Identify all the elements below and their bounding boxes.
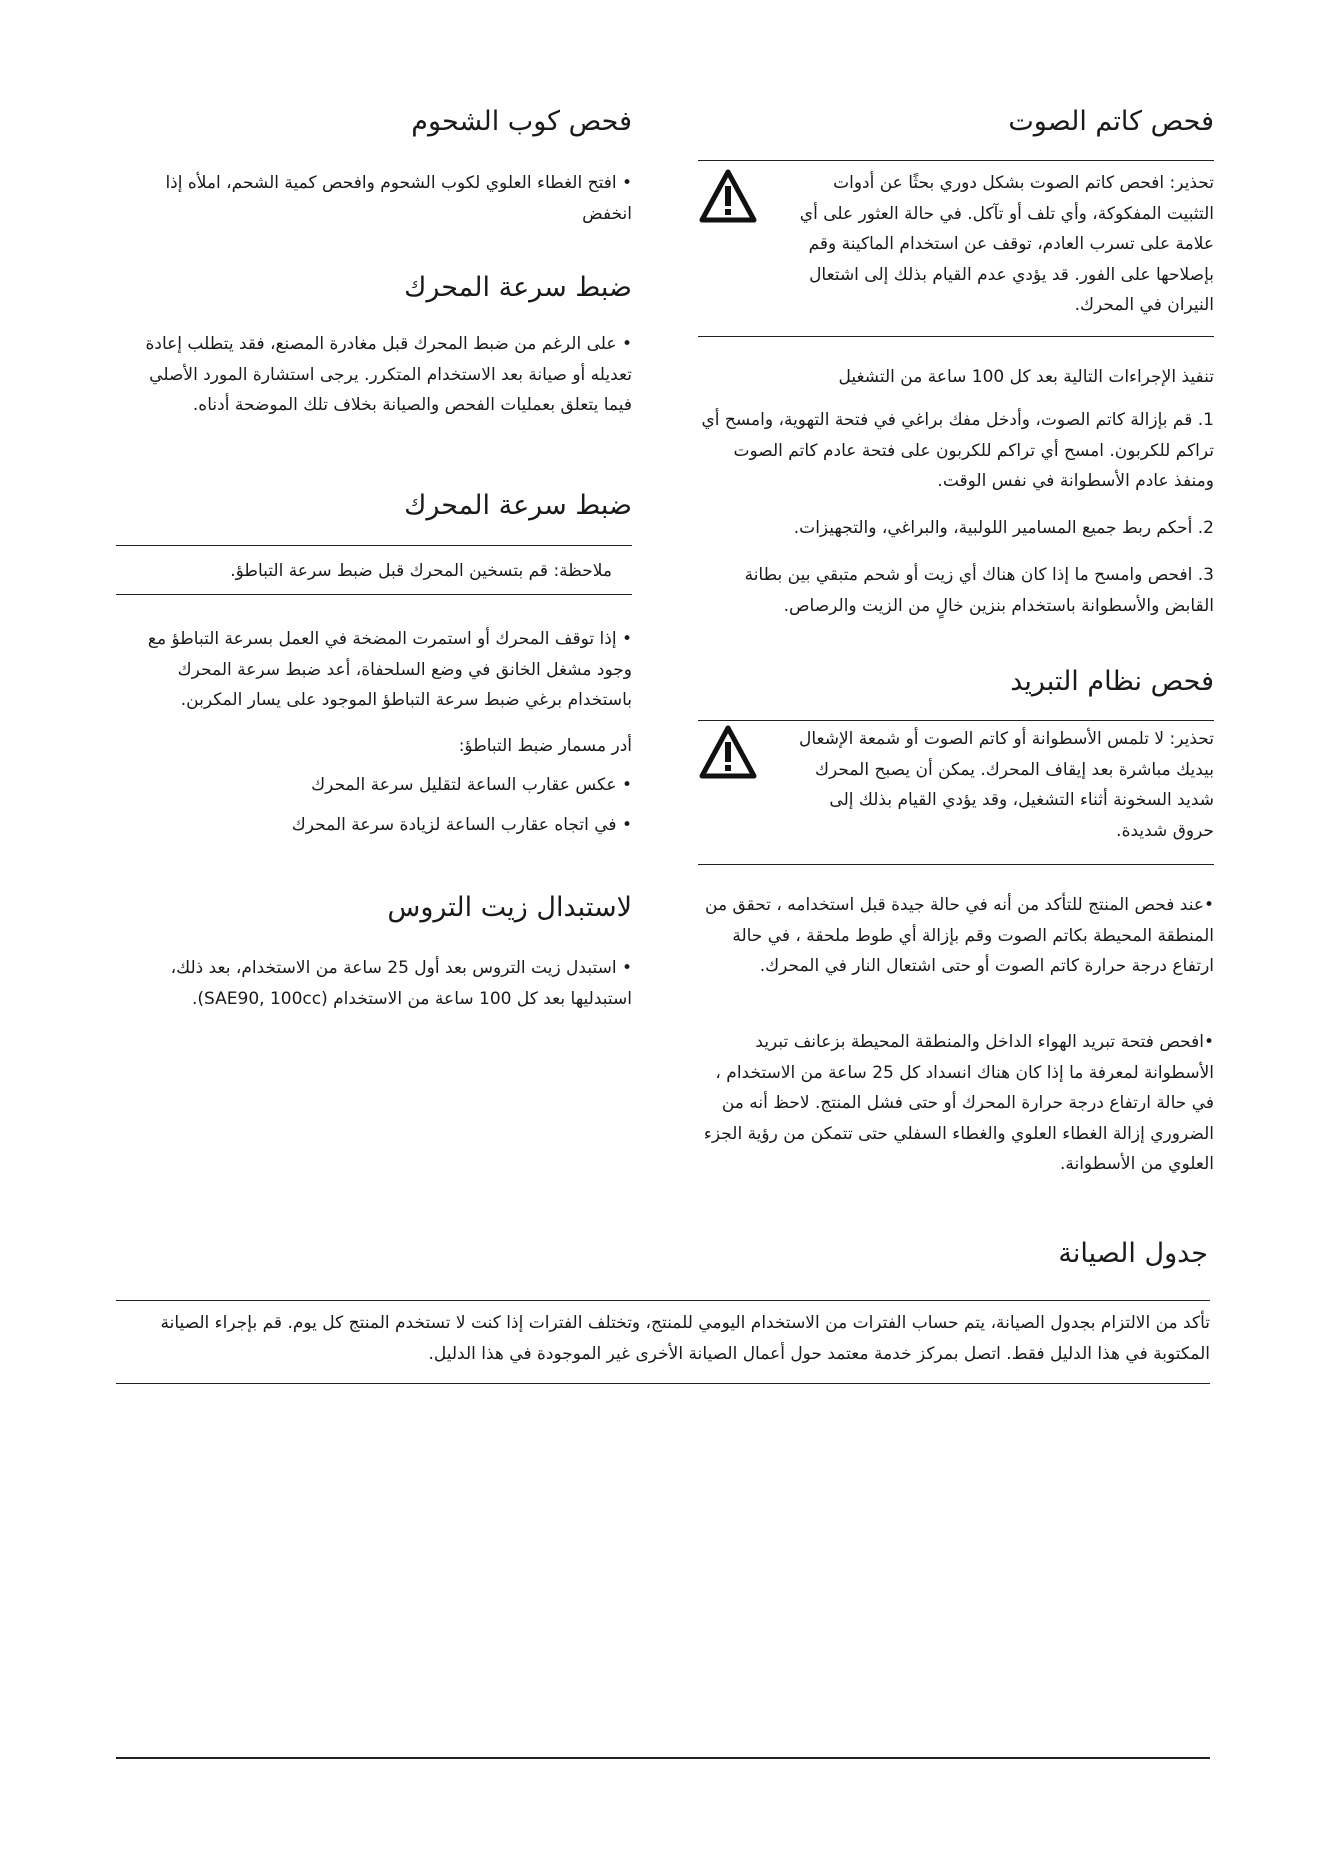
warning-text-cooling: تحذير: لا تلمس الأسطوانة أو كاتم الصوت أو شمعة الإشعال بيديك مباشرة بعد إيقاف المحرك. يمكن أن يصبح المحرك شديد السخونة أثناء التشغيل، وقد يؤدي القيام بذلك إلى حروق شديدة. (798, 729, 1214, 841)
section-title-speed-2: ضبط سرعة المحرك (404, 490, 632, 521)
speed2-note: ملاحظة: قم بتسخين المحرك قبل ضبط سرعة التباطؤ. (230, 561, 612, 581)
divider (116, 594, 632, 595)
left-column (116, 0, 632, 1100)
speed2-adjust-label: أدر مسمار ضبط التباطؤ: (458, 736, 632, 756)
cooling-bullet-1: •عند فحص المنتج للتأكد من أنه في حالة جيدة قبل استخدامه ، تحقق من المنطقة المحيطة بكاتم الصوت وقم بإزالة أي طوط ملحقة ، في حالة ارتفاع درجة حرارة كاتم الصوت أو حتى اشتعال النار في المحرك. (705, 895, 1214, 976)
divider (116, 545, 632, 546)
speed1-bullet: • على الرغم من ضبط المحرك قبل مغادرة المصنع، فقد يتطلب إعادة تعديله أو صيانة بعد الاستخدام المتكرر. يرجى استشارة المورد الأصلي فيما يتعلق بعمليات الفحص والصيانة بخلاف تلك الموضحة أدناه. (145, 334, 632, 415)
speed2-bullet: • إذا توقف المحرك أو استمرت المضخة في العمل بسرعة التباطؤ مع وجود مشغل الخانق في وضع السلحفاة، أعد ضبط سرعة المحرك باستخدام برغي ضبط سرعة التباطؤ الموجود على يسار المكربن. (147, 629, 632, 710)
section-title-grease: فحص كوب الشحوم (411, 106, 632, 137)
gear-oil-bullet: • استبدل زيت التروس بعد أول 25 ساعة من الاستخدام، بعد ذلك، استبدليها بعد كل 100 ساعة من الاستخدام (SAE90, 100cc). (170, 958, 632, 1009)
warning-box-exhaust (698, 160, 1214, 336)
exhaust-intro: تنفيذ الإجراءات التالية بعد كل 100 ساعة من التشغيل (838, 367, 1214, 387)
maintenance-table-text: تأكد من الالتزام بجدول الصيانة، يتم حساب الفترات من الاستخدام اليومي للمنتج، وتختلف الفترات إذا كنت لا تستخدم المنتج كل يوم. قم بإجراء الصيانة المكتوبة في هذا الدليل فقط. اتصل بمركز خدمة معتمد حول أعمال الصيانة الأخرى غير الموجودة في هذا الدليل. (160, 1313, 1210, 1364)
section-title-gear-oil: لاستبدال زيت التروس (387, 892, 632, 923)
grease-bullet: • افتح الغطاء العلوي لكوب الشحوم وافحص كمية الشحم، املأه إذا انخفض (165, 173, 632, 224)
divider (698, 864, 1214, 865)
cooling-bullet-2: •افحص فتحة تبريد الهواء الداخل والمنطقة المحيطة بزعانف تبريد الأسطوانة لمعرفة ما إذا كان هناك انسداد كل 25 ساعة من الاستخدام ، في حالة ارتفاع درجة حرارة المحرك أو حتى فشل المنتج. لاحظ أنه من الضروري إزالة الغطاء العلوي والغطاء السفلي حتى تتمكن من رؤية الجزء العلوي من الأسطوانة. (703, 1032, 1214, 1174)
section-title-exhaust: فحص كاتم الصوت (1008, 106, 1214, 137)
divider (116, 1383, 1210, 1384)
section-title-speed-1: ضبط سرعة المحرك (404, 272, 632, 303)
divider (116, 1300, 1210, 1301)
divider (698, 336, 1214, 337)
warning-triangle-icon (698, 724, 758, 780)
section-title-cooling: فحص نظام التبريد (1010, 666, 1214, 697)
warning-triangle-icon (698, 168, 758, 224)
warning-box-cooling (698, 720, 1214, 864)
footer-rule (116, 1757, 1210, 1759)
exhaust-step-3: 3. افحص وامسح ما إذا كان هناك أي زيت أو شحم متبقي بين بطانة القابض والأسطوانة باستخدام بنزين خالٍ من الزيت والرصاص. (744, 565, 1214, 616)
exhaust-step-2: 2. أحكم ربط جميع المسامير اللولبية، والبراغي، والتجهيزات. (793, 518, 1214, 538)
speed2-adjust-item-2: • في اتجاه عقارب الساعة لزيادة سرعة المحرك (291, 815, 632, 835)
exhaust-step-1: 1. قم بإزالة كاتم الصوت، وأدخل مفك براغي في فتحة التهوية، وامسح أي تراكم للكربون. امسح أي تراكم للكربون على فتحة عادم كاتم الصوت ومنفذ عادم الأسطوانة في نفس الوقت. (701, 410, 1214, 491)
right-column (698, 0, 1214, 1200)
speed2-adjust-item-1: • عكس عقارب الساعة لتقليل سرعة المحرك (311, 775, 632, 795)
maintenance-table-title: جدول الصيانة (1058, 1238, 1208, 1269)
warning-text-exhaust: تحذير: افحص كاتم الصوت بشكل دوري بحثًا عن أدوات التثبيت المفكوكة، وأي تلف أو تآكل. في حالة العثور على أي علامة على تسرب العادم، توقف عن استخدام الماكينة وقم بإصلاحها على الفور. قد يؤدي عدم القيام بذلك إلى اشتعال النيران في المحرك. (799, 173, 1214, 315)
